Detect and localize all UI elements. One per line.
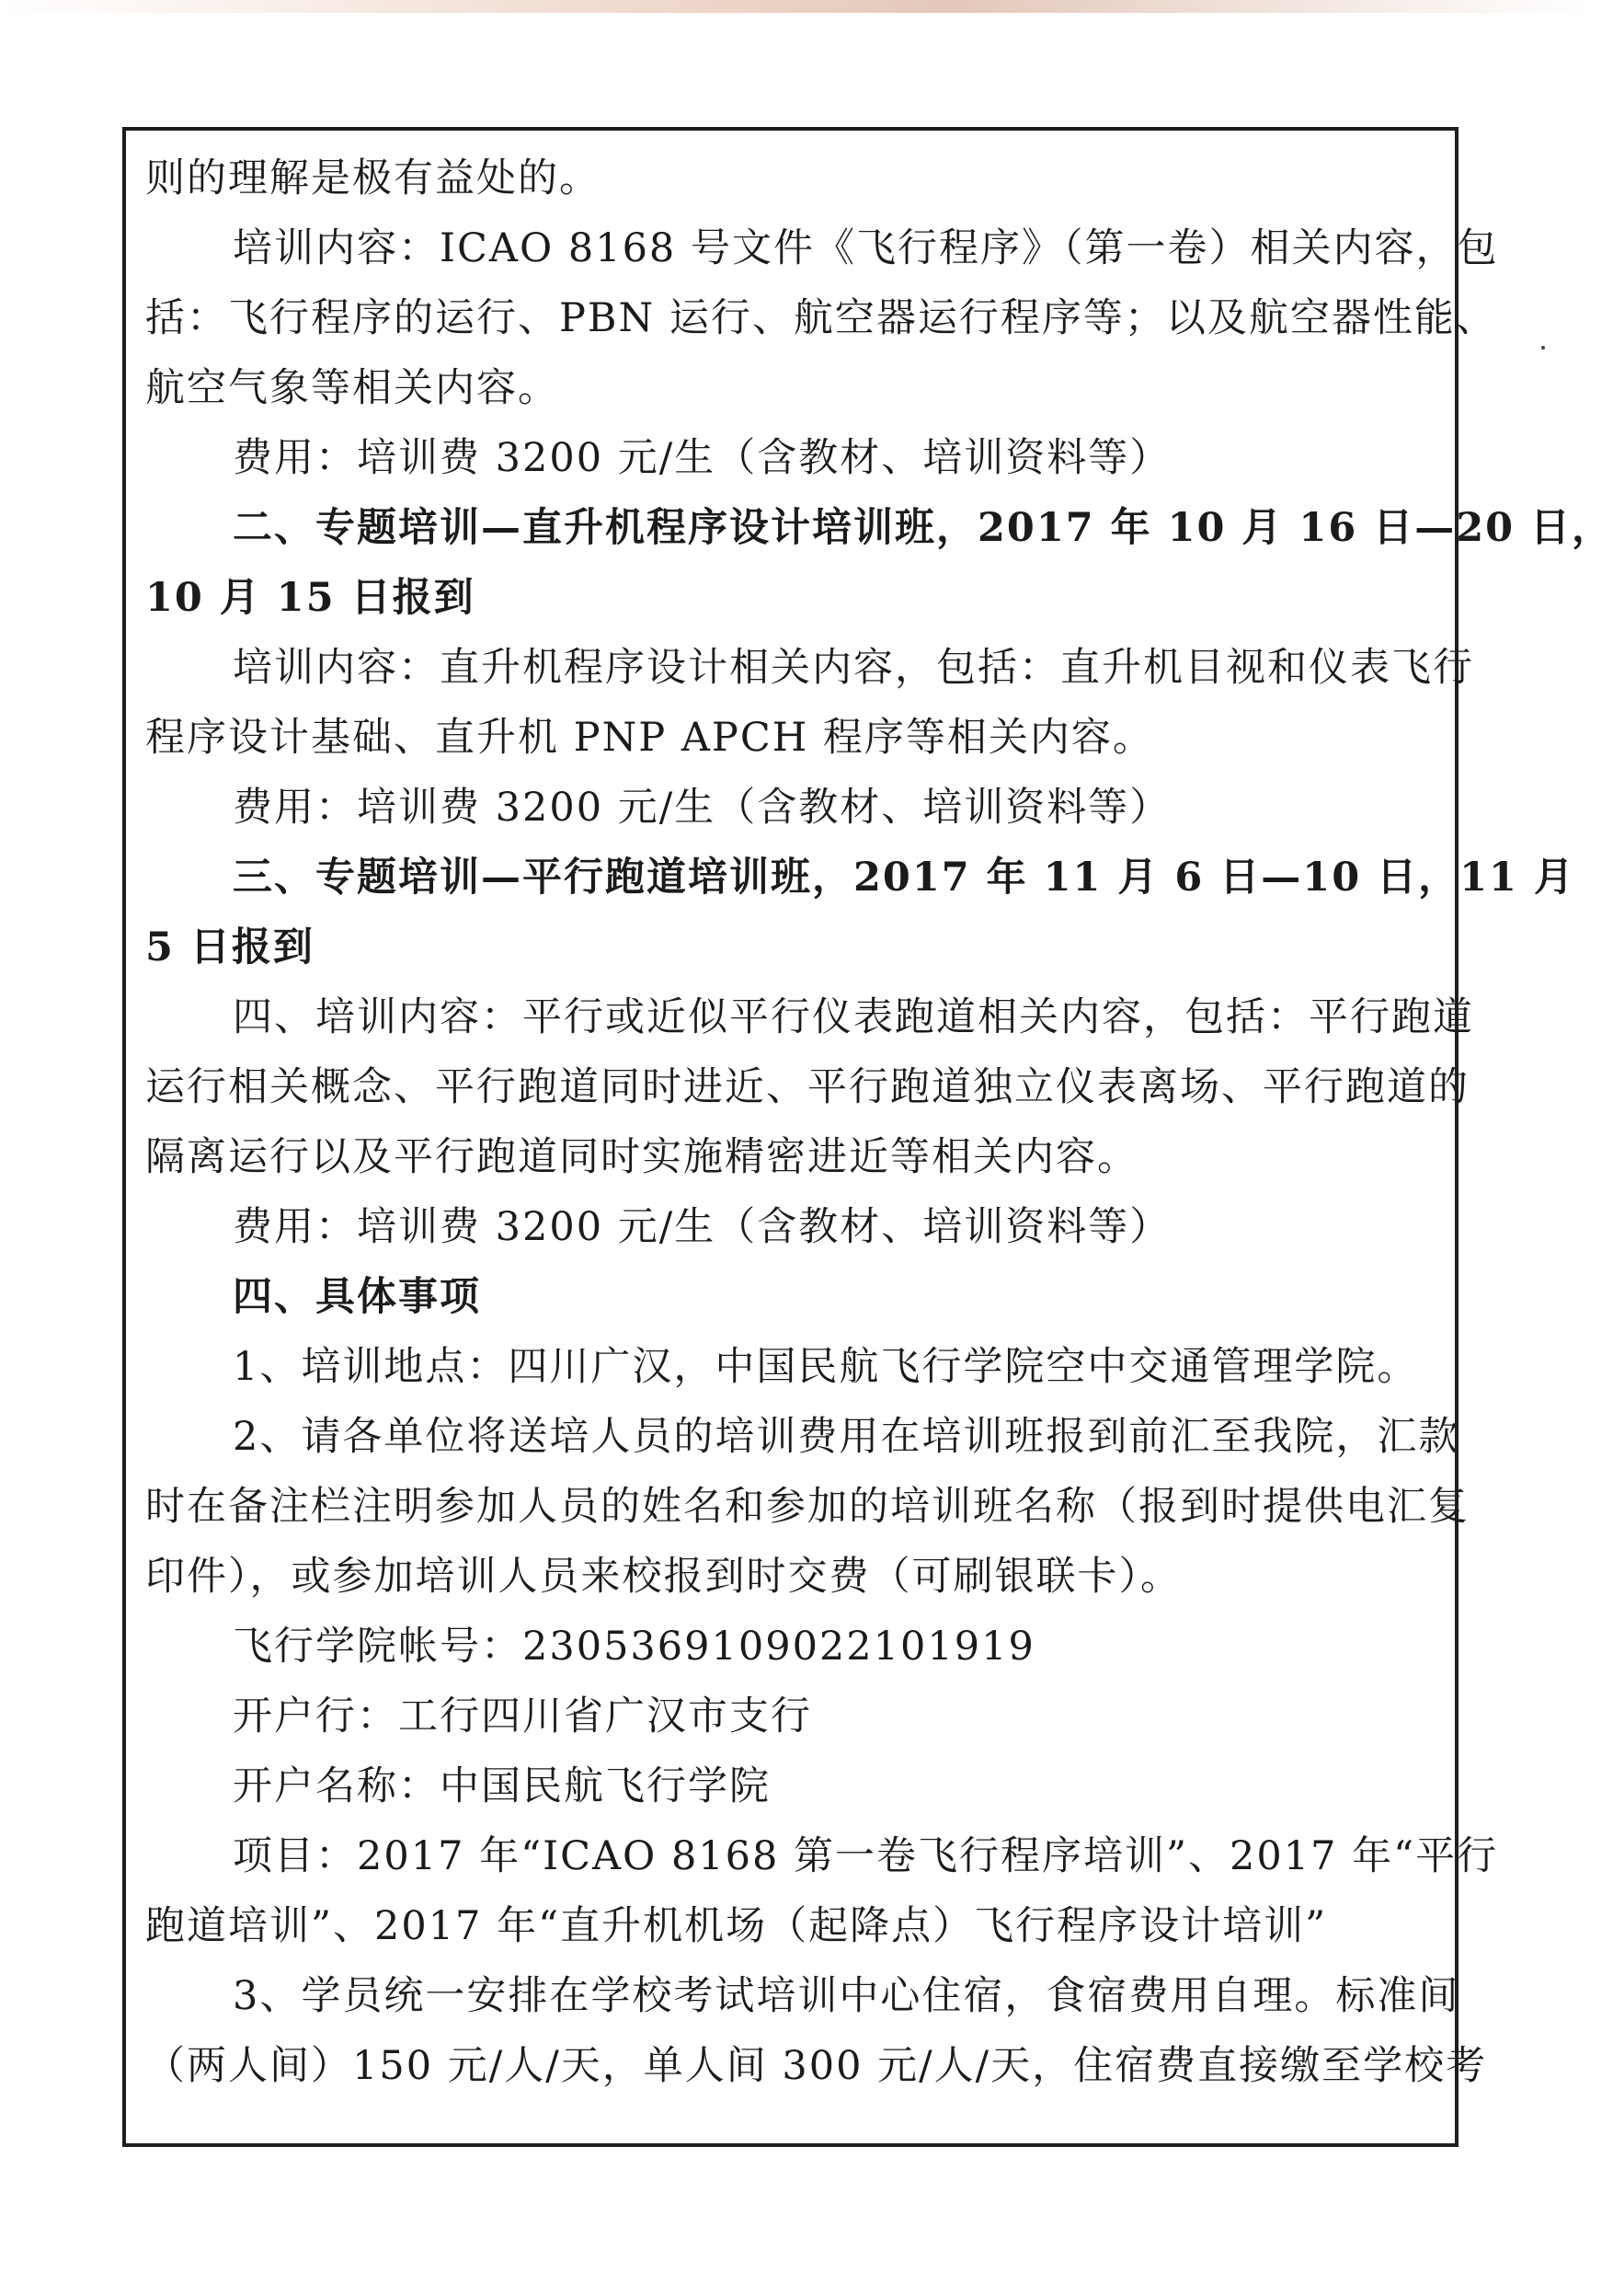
text-line: 2、请各单位将送培人员的培训费用在培训班报到前汇至我院，汇款 [233, 1414, 1460, 1460]
account-name: 开户名称：中国民航飞行学院 [233, 1763, 771, 1809]
text-line: 培训内容：ICAO 8168 号文件《飞行程序》（第一卷）相关内容，包 [233, 225, 1499, 271]
fee-line: 费用：培训费 3200 元/生（含教材、培训资料等） [233, 1204, 1172, 1250]
section-heading-cont: 5 日报到 [145, 924, 315, 970]
text-line: 则的理解是极有益处的。 [145, 155, 601, 201]
text-line: 培训内容：直升机程序设计相关内容，包括：直升机目视和仪表飞行 [233, 645, 1474, 691]
bank-branch: 开户行：工行四川省广汉市支行 [233, 1693, 812, 1739]
text-line: 四、培训内容：平行或近似平行仪表跑道相关内容，包括：平行跑道 [233, 994, 1474, 1040]
fee-line: 费用：培训费 3200 元/生（含教材、培训资料等） [233, 435, 1172, 481]
text-line: 时在备注栏注明参加人员的姓名和参加的培训班名称（报到时提供电汇复 [145, 1484, 1470, 1530]
text-line: 1、培训地点：四川广汉，中国民航飞行学院空中交通管理学院。 [233, 1344, 1419, 1390]
text-line: 3、学员统一安排在学校考试培训中心住宿，食宿费用自理。标准间 [233, 1973, 1460, 2019]
text-line: 印件），或参加培训人员来校报到时交费（可刷银联卡）。 [145, 1554, 1182, 1600]
section-heading-cont: 10 月 15 日报到 [145, 575, 475, 621]
section-heading: 四、具体事项 [233, 1274, 481, 1320]
page-edge-shadow [0, 0, 1589, 13]
text-line: 程序设计基础、直升机 PNP APCH 程序等相关内容。 [145, 715, 1154, 761]
text-line: 括：飞行程序的运行、PBN 运行、航空器运行程序等；以及航空器性能、 [145, 295, 1497, 341]
text-line: 运行相关概念、平行跑道同时进近、平行跑道独立仪表离场、平行跑道的 [145, 1064, 1470, 1110]
section-heading: 二、专题培训—直升机程序设计培训班，2017 年 10 月 16 日—20 日， [233, 505, 1613, 551]
text-line: 跑道培训”、2017 年“直升机机场（起降点）飞行程序设计培训” [145, 1903, 1328, 1949]
fee-line: 费用：培训费 3200 元/生（含教材、培训资料等） [233, 785, 1172, 831]
text-line: 航空气象等相关内容。 [145, 365, 559, 411]
account-number: 飞行学院帐号：2305369109022101919 [233, 1624, 1035, 1670]
scan-speck [1541, 346, 1545, 350]
text-line: （两人间）150 元/人/天，单人间 300 元/人/天，住宿费直接缴至学校考 [145, 2043, 1488, 2089]
document-body [145, 144, 1613, 2140]
text-line: 项目：2017 年“ICAO 8168 第一卷飞行程序培训”、2017 年“平行 [233, 1833, 1499, 1879]
text-line: 隔离运行以及平行跑道同时实施精密进近等相关内容。 [145, 1134, 1138, 1180]
section-heading: 三、专题培训—平行跑道培训班，2017 年 11 月 6 日—10 日，11 月 [233, 855, 1575, 901]
